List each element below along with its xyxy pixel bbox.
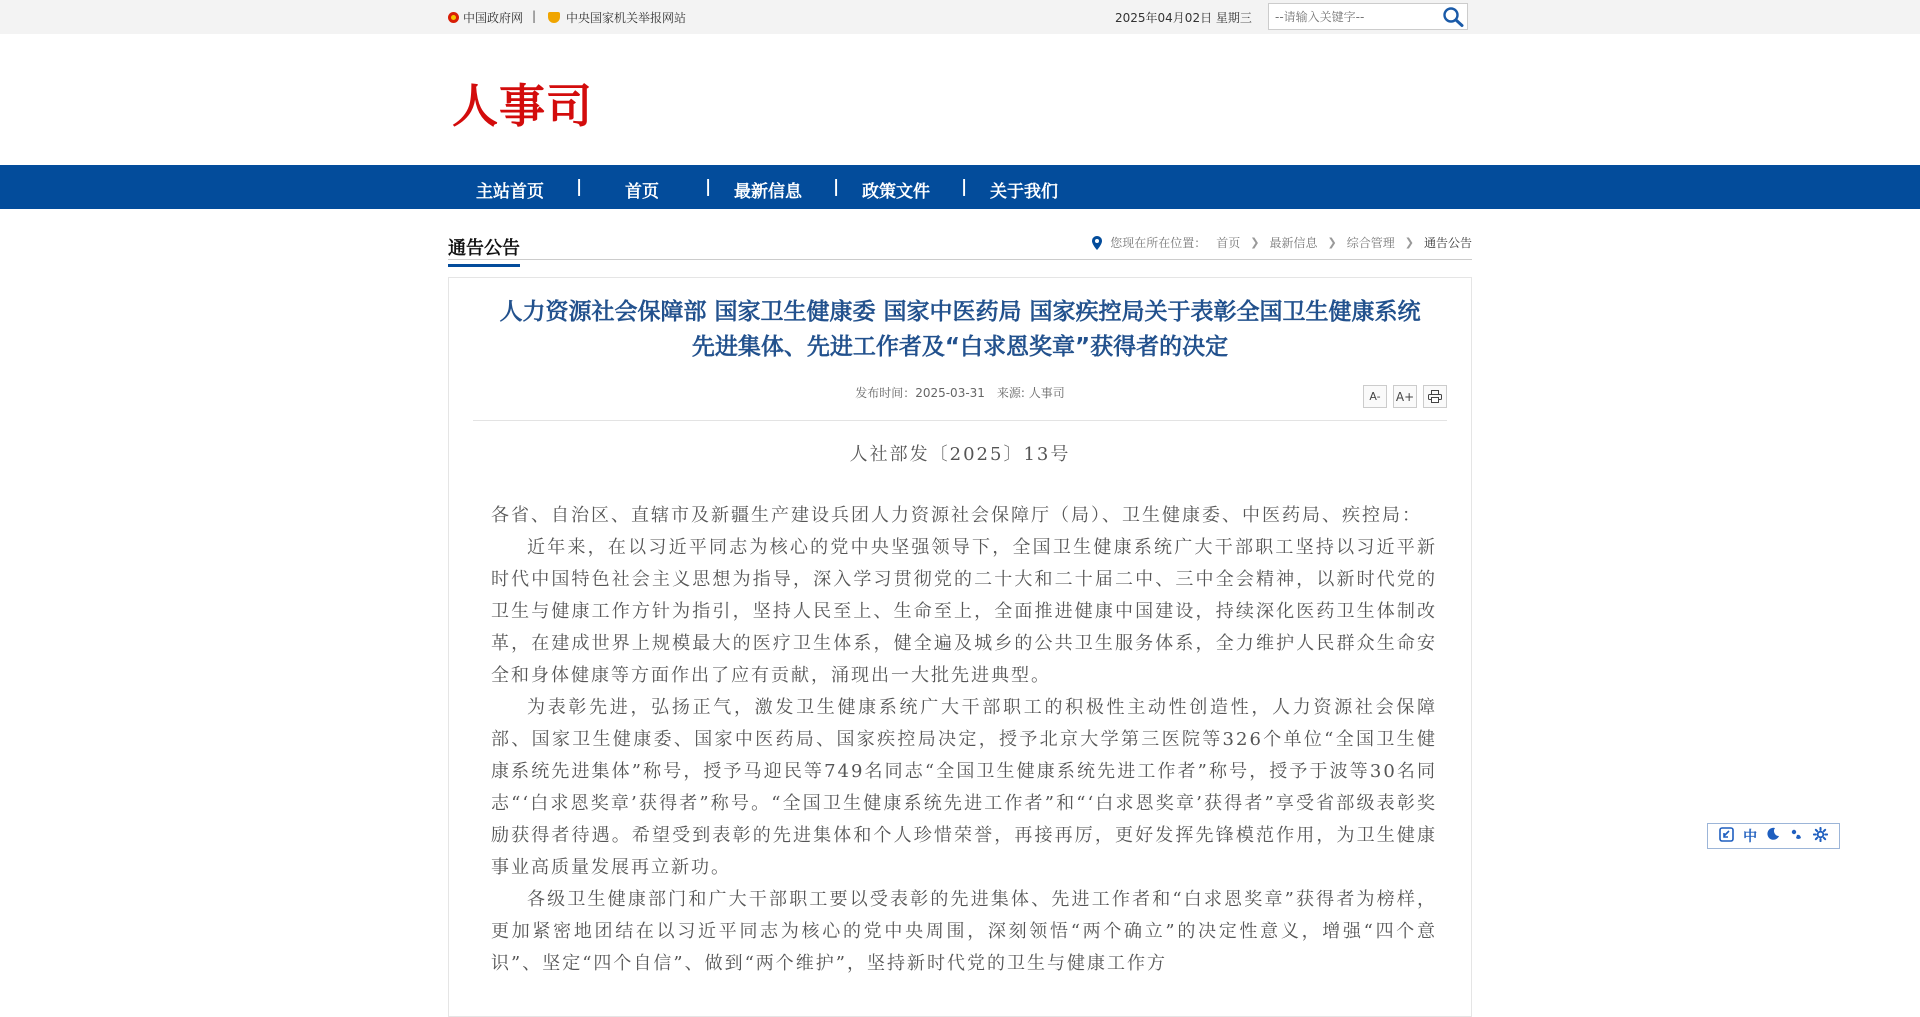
moon-icon[interactable] (1766, 827, 1780, 845)
print-icon (1428, 390, 1442, 403)
font-increase-button[interactable] (1393, 385, 1417, 408)
report-icon (548, 12, 560, 23)
font-decrease-button[interactable] (1363, 385, 1387, 408)
article-paragraph: 为表彰先进，弘扬正气，激发卫生健康系统广大干部职工的积极性主动性创造性，人力资源社会保障部、国家卫生健康委、国家中医药局、国家疾控局决定，授予北京大学第三医院等326个单位“全国卫生健康系统先进集体”称号，授予马迎民等749名同志“全国卫生健康系统先进工作者”称号，授予于波等30名同志“‘白求恩奖章’获得者”称号。“全国卫生健康系统先进工作者”和“‘白求恩奖章’获得者”享受省部级表彰奖励获得者待遇。希望受到表彰的先进集体和个人珍惜荣誉，再接再厉，更好发挥先锋模范作用，为卫生健康事业高质量发展再立新功。 (491, 697, 1437, 878)
breadcrumb-home[interactable]: 首页 (1216, 236, 1241, 250)
article-title-line2: 先进集体、先进工作者及“白求恩奖章”获得者的决定 (691, 334, 1229, 360)
floating-toolbar (1707, 823, 1840, 849)
hand-icon[interactable] (1790, 827, 1804, 845)
nav-item-about[interactable]: 关于我们 (990, 182, 1058, 202)
report-site-label: 中央国家机关举报网站 (566, 11, 687, 25)
gov-site-label: 中国政府网 (463, 11, 524, 25)
site-title: 人事司 (452, 79, 593, 133)
print-button[interactable] (1423, 385, 1447, 408)
search-box (1268, 3, 1468, 30)
nav-separator: | (705, 177, 712, 197)
breadcrumb-admin[interactable]: 综合管理 (1346, 236, 1395, 250)
main-nav (0, 165, 1920, 209)
breadcrumb (1092, 234, 1472, 251)
search-button[interactable] (1441, 5, 1465, 28)
current-date: 2025年04月02日 星期三 (1115, 11, 1252, 25)
breadcrumb-latest[interactable]: 最新信息 (1269, 236, 1318, 250)
article-title-line1: 人力资源社会保障部 国家卫生健康委 国家中医药局 国家疾控局关于表彰全国卫生健康系统 (499, 299, 1421, 325)
chevron-right-icon: ❯ (1250, 236, 1260, 249)
font-decrease-label: A- (1369, 390, 1381, 403)
breadcrumb-current: 通告公告 (1423, 236, 1472, 250)
article-meta: 发布时间：2025-03-31 来源: 人事司 (855, 386, 1065, 400)
chinese-toggle-button[interactable]: 中 (1743, 829, 1758, 845)
article-title (469, 295, 1451, 365)
section-underline (448, 259, 1472, 260)
report-site-link[interactable] (548, 9, 686, 26)
article-body (491, 500, 1437, 980)
article-divider (473, 420, 1447, 421)
chevron-right-icon: ❯ (1327, 236, 1337, 249)
search-input[interactable] (1269, 4, 1439, 29)
chevron-right-icon: ❯ (1404, 236, 1414, 249)
gov-site-link[interactable] (448, 9, 523, 26)
nav-item-home[interactable]: 首页 (625, 182, 659, 202)
font-increase-label: A+ (1395, 389, 1415, 404)
nav-separator: | (961, 177, 968, 197)
top-bar (0, 0, 1920, 34)
top-separator: | (532, 9, 537, 23)
exit-icon[interactable] (1719, 827, 1734, 846)
gear-icon[interactable] (1813, 827, 1828, 846)
nav-separator: | (833, 177, 840, 197)
nav-separator: | (576, 177, 583, 197)
national-emblem-icon (448, 12, 459, 23)
article-paragraph: 各省、自治区、直辖市及新疆生产建设兵团人力资源社会保障厅（局）、卫生健康委、中医药局、疾控局： (491, 505, 1422, 526)
search-icon (1441, 5, 1465, 28)
article-paragraph: 各级卫生健康部门和广大干部职工要以受表彰的先进集体、先进工作者和“白求恩奖章”获得者为榜样，更加紧密地团结在以习近平同志为核心的党中央周围，深刻领悟“两个确立”的决定性意义，增强“四个意识”、坚定“四个自信”、做到“两个维护”，坚持新时代党的卫生与健康工作方 (491, 889, 1437, 974)
nav-item-latest[interactable]: 最新信息 (734, 182, 802, 202)
location-pin-icon (1092, 236, 1102, 250)
section-title: 通告公告 (448, 234, 520, 267)
nav-item-main-home[interactable]: 主站首页 (476, 182, 544, 202)
top-bar-inner (448, 0, 1472, 34)
article-tools (1363, 385, 1447, 408)
article-paragraph: 近年来，在以习近平同志为核心的党中央坚强领导下，全国卫生健康系统广大干部职工坚持以习近平新时代中国特色社会主义思想为指导，深入学习贯彻党的二十大和二十届二中、三中全会精神，以新时代党的卫生与健康工作方针为指引，坚持人民至上、生命至上，全面推进健康中国建设，持续深化医药卫生体制改革，在建成世界上规模最大的医疗卫生体系，健全遍及城乡的公共卫生服务体系，全力维护人民群众生命安全和身体健康等方面作出了应有贡献，涌现出一大批先进典型。 (491, 537, 1437, 686)
article-panel (448, 277, 1472, 1017)
nav-item-policy[interactable]: 政策文件 (862, 182, 930, 202)
breadcrumb-prefix: 您现在所在位置： (1110, 236, 1207, 250)
document-number: 人社部发〔2025〕13号 (849, 444, 1071, 465)
